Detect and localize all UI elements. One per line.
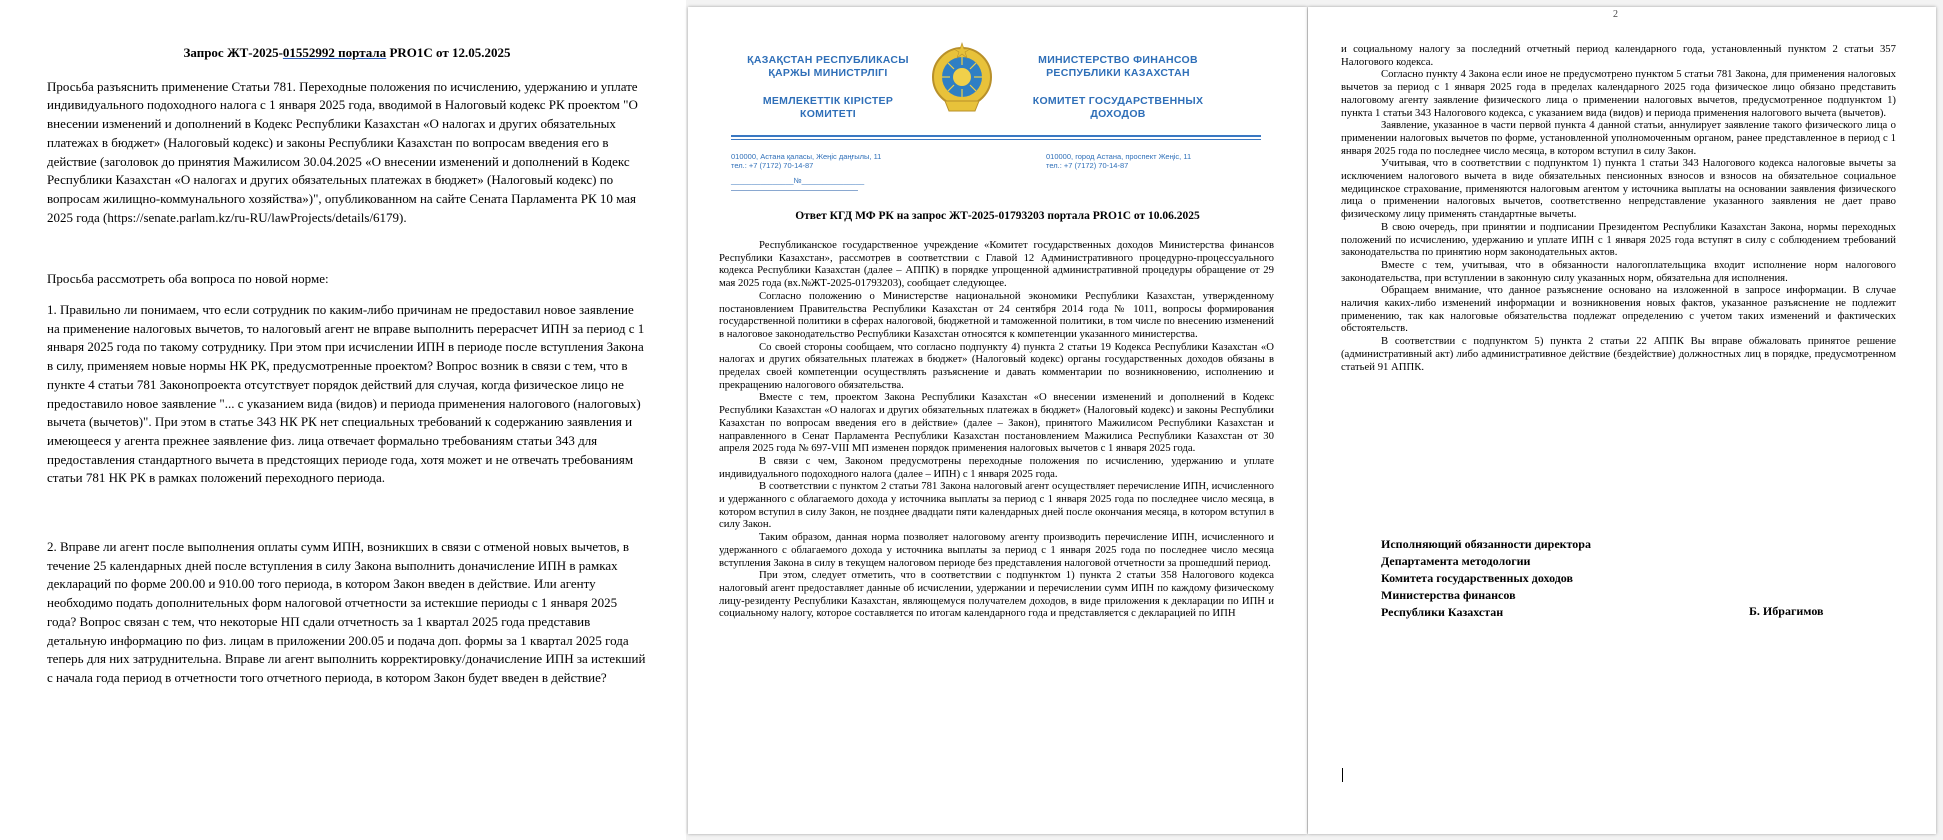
address-line: 010000, Астана қаласы, Жеңіс даңғылы, 11 — [731, 152, 882, 161]
state-emblem-icon — [931, 41, 993, 121]
request-title-link: 01552992 портала — [282, 45, 387, 60]
letterhead-line: ДОХОДОВ — [1090, 107, 1146, 120]
request-text[interactable] — [47, 44, 647, 700]
letterhead-rule — [731, 135, 1261, 137]
letterhead-line: МЕМЛЕКЕТТІК КІРІСТЕР — [762, 95, 894, 107]
address-ru — [1046, 152, 1191, 170]
phone-line: тел.: +7 (7172) 70-14-87 — [1046, 161, 1129, 170]
signature-line: Министерства финансов — [1381, 588, 1516, 602]
signatory-name: Б. Ибрагимов — [1749, 604, 1824, 618]
letterhead-ru — [1018, 54, 1218, 120]
answer-paragraph: Со своей стороны сообщаем, что согласно подпункту 4) пункта 2 статьи 19 Кодекса Республики Казахстан «О налогах и других обязательных платежах в бюджет» (Налоговый кодекс) органы государственных доходов обязаны в пределах своей компетенции осуществлять разъяснение и давать комментарии по возникновению, исполнению и прекращению налогового обязательства. — [719, 340, 1274, 391]
answer-paragraph: Вместе с тем, учитывая, что в обязанности налогоплательщика входит исполнение норм налогового законодательства, при вступлении в законную силу указанных норм, обязательна для исполнения. — [1341, 258, 1896, 284]
text-cursor — [1342, 768, 1343, 782]
answer-body — [719, 239, 1274, 620]
address-kz — [731, 152, 881, 170]
answer-title: Ответ КГД МФ РК на запрос ЖТ-2025-01793203 портала PRO1C от 10.06.2025 — [795, 210, 1200, 222]
request-paragraph: Просьба рассмотреть оба вопроса по новой норме: — [47, 271, 329, 287]
address-line: 010000, город Астана, проспект Жеңіс, 11 — [1046, 152, 1192, 161]
answer-paragraph: Согласно положению о Министерстве национальной экономики Республики Казахстан, утвержденному постановлением Правительства Республики Казахстан от 24 сентября 2014 года № 1011, вопросы формирования государственной политики в сферах налоговой, бюджетной и таможенной политики, в том числе по внесению изменений в налоговое законодательство Республики Казахстан относятся к компетенции указанного министерства. — [719, 289, 1274, 340]
answer-paragraph: Согласно пункту 4 Закона если иное не предусмотрено пунктом 5 статьи 781 Закона, для применения налоговых вычетов за период с 1 января 2025 года в пределах календарного 2025 года физическое лицо обязано представить налоговому агенту заявление физического лица о применении налоговых вычетов, предусмотренное подпунктом 1) пункта 1 статьи 343 Налогового кодекса, с указанием вида (видов) и периода применения налогового вычета (вычетов). — [1341, 68, 1896, 119]
request-title-part: PRO1C от 12.05.2025 — [386, 45, 511, 60]
request-title — [47, 44, 647, 63]
registration-underline — [731, 190, 858, 191]
answer-paragraph: При этом, следует отметить, что в соответствии с подпунктом 1) пункта 2 статьи 358 Налогового кодекса налоговый агент предоставляет данные об исчислении, удержании и перечислении сумм ИПН по каждому физическому лицу-резиденту Республики Казахстан, являющемуся получателем доходов, в виде приложения к декларации по ИПН и социальному налогу, которое составляется по итогам календарного года и представляется с декларацией по ИПН — [719, 569, 1274, 620]
letterhead-rule — [731, 139, 1261, 140]
phone-line: тел.: +7 (7172) 70-14-87 — [731, 161, 814, 170]
answer-page-1[interactable] — [688, 7, 1307, 834]
letterhead-line: ҚАРЖЫ МИНИСТРЛІГІ — [768, 66, 888, 79]
request-question-1: 1. Правильно ли понимаем, что если сотрудник по каким-либо причинам не предоставил новое заявление на применение налоговых вычетов, то налоговый агент не вправе выполнить перерасчет ИПН за период с 1 января 2025 года по такому сотруднику. При этом при исчислении ИПН в периоде после вступления Закона в силу, применяем новые нормы НК РК, предусмотренные проектом? Вопрос возник в связи с тем, что в пункте 4 статьи 781 Законопроекта отсутствует порядок действий для случая, когда физическое лицо не предоставило новое заявление "... с указанием вида (видов) и периода применения налогового (налоговых) вычета (вычетов)". При этом в статье 343 НК РК нет специальных требований к содержанию заявления и имеющееся у агента прежнее заявление физ. лица отвечает формально требованиям статьи 343 для предоставления стандартного вычета в предстоящих периоде года, хотя может и не отвечать требованиям статьи 781 НК РК в рамках положений переходного периода. — [47, 302, 645, 486]
letterhead-line: КОМИТЕТ ГОСУДАРСТВЕННЫХ — [1032, 95, 1204, 107]
letterhead-line: МИНИСТЕРСТВО ФИНАНСОВ — [1038, 54, 1198, 66]
registration-number-line: _______________№_______________ — [731, 176, 865, 185]
signature-line: Исполняющий обязанности директора — [1381, 537, 1591, 551]
answer-page-2[interactable] — [1308, 7, 1936, 834]
request-paragraph: Просьба разъяснить применение Статьи 781. Переходные положения по исчислению, удержанию и уплате индивидуального подоходного налога с 1 января 2025 года, вводимой в Налоговый кодекс РК проектом "О внесении изменений и дополнений в Кодекс Республики Казахстан «О налогах и других обязательных платежах в бюджет» (Налоговый кодекс) и законы Республики Казахстан по вопросам введения его в действие (заголовок до принятия Мажилисом 30.04.2025 «О внесении изменений и дополнений в Кодекс Республики Казахстан «О налогах и других обязательных платежах в бюджет» (Налоговый кодекс) по вопросам жилищно-коммунального хозяйства»)", опубликованном на сайте Сената Парламента РК 10 мая 2025 года (https://senate.parlam.kz/ru-RU/lawProjects/details/6179). — [47, 78, 638, 225]
answer-paragraph: Учитывая, что в соответствии с подпунктом 1) пункта 1 статьи 343 Налогового кодекса налоговые вычеты за исключением налогового вычета в виде обязательных пенсионных взносов и взносов на обязательное социальное медицинское страхование, применяются налоговым агентом у источника выплаты на основании заявления физического лица о применении налоговых вычетов, соответственно непредставление указанного заявления не дает право физическому лицу применять стандартные вычеты. — [1341, 157, 1896, 221]
answer-paragraph: В свою очередь, при принятии и подписании Президентом Республики Казахстан Закона, нормы переходных положений по исчислению, удержанию и уплате ИПН с 1 января 2025 года вступят в силу с соблюдением требований законодательства по принятию норм законодательных актов. — [1341, 220, 1896, 259]
answer-paragraph: и социальному налогу за последний отчетный период календарного года, установленный пунктом 2 статьи 357 Налогового кодекса. — [1341, 43, 1896, 68]
request-pane[interactable] — [0, 0, 686, 840]
signature-line: Комитета государственных доходов — [1381, 571, 1573, 585]
answer-paragraph: В связи с чем, Законом предусмотрены переходные положения по исчислению, удержанию и уплате индивидуального подоходного налога (далее – ИПН) с 1 января 2025 года. — [719, 454, 1274, 480]
letterhead-line: РЕСПУБЛИКИ КАЗАХСТАН — [1046, 66, 1190, 79]
answer-paragraph: В соответствии с подпунктом 5) пункта 2 статьи 22 АППК Вы вправе обжаловать принятое решение (административный акт) либо административное действие (бездействие) должностных лиц в порядке, предусмотренном статьей 91 АППК. — [1341, 335, 1896, 373]
signature-line: Департамента методологии — [1381, 554, 1531, 568]
request-title-part: Запрос ЖТ-2025- — [183, 45, 283, 60]
answer-paragraph: В соответствии с пунктом 2 статьи 781 Закона налоговый агент осуществляет перечисление ИПН, исчисленного и удержанного с облагаемого дохода у источника выплаты за период с 1 января 2025 года по последнее число месяца, в котором вступил в силу Закон, не позднее двадцати пяти календарных дней после окончания месяца, в котором вступил в силу Закон. — [719, 480, 1274, 531]
letterhead-line: ҚАЗАҚСТАН РЕСПУБЛИКАСЫ — [747, 54, 909, 66]
answer-paragraph: Обращаем внимание, что данное разъяснение основано на изложенной в запросе информации. В случае наличия каких-либо изменений информации и возникновения новых фактов, указанное разъяснение не подлежит применению, так как налоговые обязательства подлежат определению с учетом таких изменений и фактических обстоятельств. — [1341, 284, 1896, 335]
answer-body-continued — [1341, 43, 1896, 373]
answer-paragraph: Таким образом, данная норма позволяет налоговому агенту производить перечисление ИПН, исчисленного и удержанного с облагаемого дохода у источника выплаты за период с 1 января 2025 года по последнее число месяца вступления Закона в силу в текущем налоговом периоде без представления налоговой отчетности за прошедший период. — [719, 531, 1274, 569]
answer-paragraph: Республиканское государственное учреждение «Комитет государственных доходов Министерства финансов Республики Казахстан», рассмотрев в соответствии с Главой 12 Административного процедурно-процессуального кодекса Республики Казахстан (далее – АППК) в порядке упрощенной административной процедуры обращение от 29 мая 2025 года (вх.№ЖТ-2025-01793203), сообщает следующее. — [719, 239, 1274, 290]
signature-line: Республики Казахстан — [1381, 605, 1504, 619]
request-question-2: 2. Вправе ли агент после выполнения оплаты сумм ИПН, возникших в связи с отменой новых вычетов, в течение 25 календарных дней после вступления в силу Закона выполнить доначисление ИПН в рамках деклараций по форме 200.00 и 910.00 того периода, в котором Закон введен в действие. Или агенту необходимо подать дополнительных форм налоговой отчетности за истекшие периоды с 1 января 2025 года? Вопрос связан с тем, что некоторые НП сдали отчетность за 1 квартал 2025 года представив детальную информацию по физ. лицам в приложении 200.05 и подача доп. формы за 1 квартал 2025 года теперь для них затруднительна. Вправе ли агент выполнить корректировку/доначисление ИПН за истекший с начала года период в отчетности того отчетного периода, в котором Закон будет введен в действие? — [47, 539, 646, 685]
page-number: 2 — [1613, 9, 1618, 20]
letterhead-kz — [728, 54, 928, 120]
letterhead-line: КОМИТЕТІ — [799, 107, 857, 120]
answer-paragraph: Заявление, указанное в части первой пункта 4 данной статьи, аннулирует заявление такого физического лица о применении налоговых вычетов по форме, установленной уполномоченным органом, ранее представленное в период с 1 января 2025 года по последнее число месяца, в котором вступил в силу Закон. — [1341, 119, 1896, 157]
answer-paragraph: Вместе с тем, проектом Закона Республики Казахстан «О внесении изменений и дополнений в Кодекс Республики Казахстан «О налогах и других обязательных платежах в бюджет» (Налоговый кодекс) и законы Республики Казахстан по вопросам введения его в действие» (далее – Закон), принятого Мажилисом Республики Казахстан и направленного в Сенат Парламента Республики Казахстан постановлением Мажилиса Республики Казахстан от 30 апреля 2025 года № 697-VIII МП изменен порядок применения налоговых вычетов с 1 января 2025 года. — [719, 391, 1274, 455]
